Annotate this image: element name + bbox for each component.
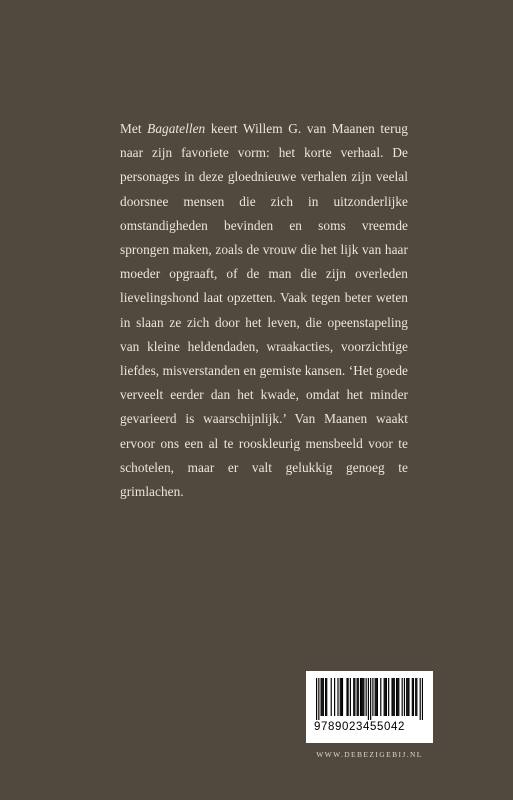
barcode-bar: [422, 678, 423, 720]
barcode-bar: [370, 678, 371, 720]
barcode-bar: [366, 678, 367, 716]
barcode-bar: [322, 678, 323, 716]
barcode-bar: [407, 678, 408, 716]
barcode-bar: [346, 678, 347, 716]
barcode-bar: [397, 678, 398, 716]
barcode-bar: [376, 678, 377, 716]
barcode-bar: [385, 678, 386, 716]
barcode-bar: [357, 678, 358, 716]
publisher-website: WWW.DEBEZIGEBIJ.NL: [316, 750, 423, 759]
barcode-bar: [388, 678, 389, 716]
barcode-bar: [341, 678, 342, 716]
barcode-bar: [415, 678, 416, 716]
barcode-bar: [331, 678, 332, 716]
blurb-paragraph: [120, 117, 408, 504]
barcode-bar: [402, 678, 403, 716]
blurb-text: [120, 117, 408, 504]
barcode-bar: [323, 678, 324, 716]
barcode-bar: [391, 678, 392, 716]
barcode-bar: [372, 678, 373, 716]
barcode-bar: [408, 678, 409, 716]
barcode-bar: [362, 678, 363, 716]
barcode-bar: [353, 678, 354, 716]
barcode-bar: [316, 678, 317, 720]
barcode-bar: [350, 678, 351, 716]
isbn-number: 9789023455042: [314, 721, 405, 733]
barcode-bar: [361, 678, 362, 716]
barcode-bar: [386, 678, 387, 716]
barcode-bar: [413, 678, 414, 716]
barcode-bar: [416, 678, 417, 716]
barcode-bar: [337, 678, 338, 716]
barcode-bar: [375, 678, 376, 716]
barcode-bar: [406, 678, 407, 716]
barcode-bar: [318, 678, 319, 720]
blurb-intro: Met: [120, 121, 148, 136]
barcode-bar: [377, 678, 378, 716]
isbn-barcode: [306, 671, 433, 743]
barcode-bar: [380, 678, 381, 716]
barcode-bar: [420, 678, 421, 720]
barcode-bar: [326, 678, 327, 716]
barcode-bar: [394, 678, 395, 716]
barcode-bar: [334, 678, 335, 716]
barcode-bar: [354, 678, 355, 716]
barcode-bar: [393, 678, 394, 716]
barcode-bar: [340, 678, 341, 716]
barcode-bar: [384, 678, 385, 716]
barcode-bar: [325, 678, 326, 716]
blurb-body: keert Willem G. van Maanen terug naar zijn favoriete vorm: het korte verhaal. De personages in deze gloednieuwe verhalen zijn veelal doorsnee mensen die zich in uitzonderlijke omstandigheden bevinden en soms vreemde sprongen maken, zoals de vrouw die het lijk van haar moeder opgraaft, of de man die zijn overleden lievelingshond laat opzetten. Vaak tegen beter weten in slaan ze zich door het leven, die opeenstapeling van kleine heldendaden, wraakacties, voorzichtige liefdes, misverstanden en gemiste kansen. ‘Het goede verveelt eerder dan het kwade, omdat het minder gevarieerd is waarschijnlijk.’ Van Maanen waakt ervoor ons een al te rooskleurig mensbeeld voor te schotelen, maar er valt gelukkig genoeg te grimlachen.: [120, 121, 409, 500]
barcode-bar: [404, 678, 405, 716]
barcode-bar: [342, 678, 343, 716]
barcode-bar: [360, 678, 361, 716]
barcode-bar: [368, 678, 369, 720]
book-title: Bagatellen: [147, 121, 206, 136]
barcode-bar: [358, 678, 359, 716]
barcode-bar: [363, 678, 364, 716]
barcode-bar: [396, 678, 397, 716]
barcode-bar: [348, 678, 349, 716]
barcode-bar: [398, 678, 399, 716]
barcode-bar: [321, 678, 322, 716]
barcode-bar: [412, 678, 413, 716]
barcode-bars: [316, 678, 423, 720]
